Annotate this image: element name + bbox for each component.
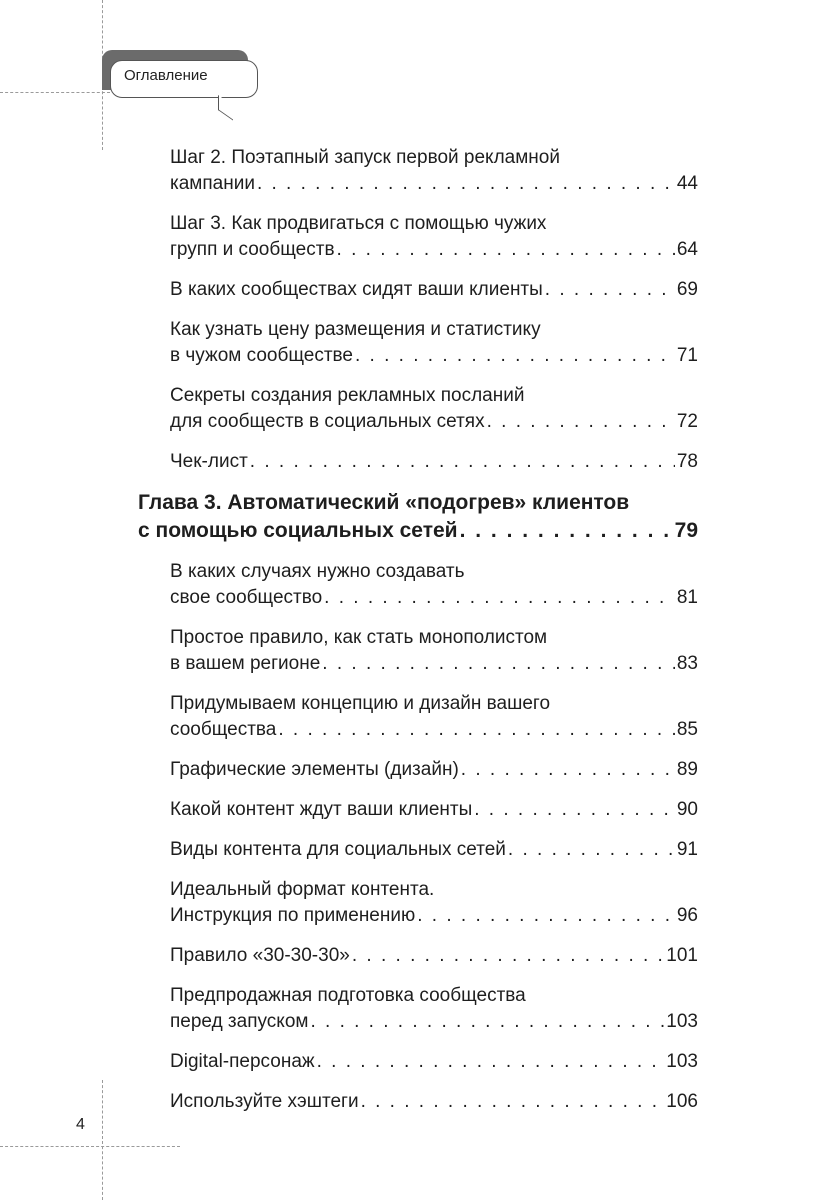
section-tab-tail (218, 95, 233, 121)
toc-page-number: 72 (676, 411, 698, 432)
toc-page-number: 81 (676, 587, 698, 608)
toc-entry-title-line: Как узнать цену размещения и статистику (170, 319, 541, 340)
table-of-contents (138, 145, 698, 1129)
toc-dot-leader (545, 277, 675, 303)
toc-dot-leader (322, 651, 675, 677)
toc-entry-title-line: Простое правило, как стать монополистом (170, 627, 548, 648)
crop-mark-top-horizontal (0, 92, 110, 93)
toc-page-number: 101 (666, 945, 698, 966)
toc-entry[interactable] (170, 559, 698, 611)
toc-dot-leader (324, 585, 675, 611)
toc-page-number: 103 (666, 1011, 698, 1032)
toc-entry-title-line: для сообществ в социальных сетях (170, 411, 485, 432)
toc-dot-leader (310, 1009, 664, 1035)
toc-entry-title-line: Правило «30-30-30» (170, 945, 350, 966)
toc-dot-leader (417, 903, 675, 929)
toc-entry[interactable] (170, 277, 698, 303)
toc-entry[interactable] (170, 983, 698, 1035)
toc-dot-leader (460, 517, 673, 545)
toc-page-number: 89 (676, 759, 698, 780)
toc-entry[interactable] (170, 877, 698, 929)
toc-page-number: 90 (676, 799, 698, 820)
toc-entry-title-line: Виды контента для социальных сетей (170, 839, 506, 860)
toc-page-number: 91 (676, 839, 698, 860)
toc-page-number: 79 (674, 519, 698, 542)
toc-entry[interactable] (170, 943, 698, 969)
toc-entry[interactable] (170, 625, 698, 677)
toc-dot-leader (337, 237, 675, 263)
toc-entry-title-line: Придумываем концепцию и дизайн вашего (170, 693, 551, 714)
toc-entry-title-line: Предпродажная подготовка сообщества (170, 985, 526, 1006)
toc-entry-title-line: Чек-лист (170, 451, 248, 472)
toc-entry-title-line: В каких сообществах сидят ваши клиенты (170, 279, 543, 300)
toc-chapter-entry[interactable] (138, 489, 698, 545)
toc-entry-title-line: с помощью социальных сетей (138, 519, 458, 542)
toc-dot-leader (250, 449, 675, 475)
toc-dot-leader (355, 343, 675, 369)
toc-page-number: 71 (676, 345, 698, 366)
toc-entry-title-line: перед запуском (170, 1011, 309, 1032)
toc-dot-leader (508, 837, 675, 863)
toc-entry[interactable] (170, 145, 698, 197)
toc-entry-title-line: Графические элементы (дизайн) (170, 759, 459, 780)
toc-dot-leader (487, 409, 675, 435)
toc-entry-title-line: Инструкция по применению (170, 905, 416, 926)
toc-page-number: 106 (666, 1091, 698, 1112)
crop-mark-bottom-horizontal (0, 1146, 180, 1147)
toc-entry-title-line: кампании (170, 173, 255, 194)
toc-dot-leader (317, 1049, 665, 1075)
toc-entry[interactable] (170, 449, 698, 475)
toc-page-number: 78 (676, 451, 698, 472)
toc-entry-title-line: Глава 3. Автоматический «подогрев» клиентов (138, 491, 630, 514)
toc-page-number: 96 (676, 905, 698, 926)
toc-entry[interactable] (170, 837, 698, 863)
toc-entry[interactable] (170, 383, 698, 435)
toc-dot-leader (257, 171, 675, 197)
toc-entry[interactable] (170, 797, 698, 823)
toc-entry-title-line: сообщества (170, 719, 277, 740)
toc-entry[interactable] (170, 211, 698, 263)
toc-entry-title-line: Идеальный формат контента. (170, 879, 435, 900)
toc-page-number: 85 (676, 719, 698, 740)
toc-dot-leader (352, 943, 664, 969)
toc-entry-title-line: В каких случаях нужно создавать (170, 561, 465, 582)
toc-entry-title-line: Используйте хэштеги (170, 1091, 359, 1112)
toc-entry-title-line: Секреты создания рекламных посланий (170, 385, 525, 406)
toc-entry-title-line: групп и сообществ (170, 239, 335, 260)
toc-dot-leader (461, 757, 675, 783)
page-number: 4 (76, 1116, 85, 1133)
toc-entry-title-line: Шаг 2. Поэтапный запуск первой рекламной (170, 147, 560, 168)
toc-dot-leader (361, 1089, 665, 1115)
toc-page-number: 69 (676, 279, 698, 300)
toc-entry[interactable] (170, 1049, 698, 1075)
crop-mark-bottom-vertical (102, 1080, 103, 1200)
toc-page-number: 83 (676, 653, 698, 674)
toc-entry-title-line: в вашем регионе (170, 653, 321, 674)
toc-entry-title-line: Digital-персонаж (170, 1051, 315, 1072)
toc-dot-leader (278, 717, 674, 743)
toc-entry-title-line: Шаг 3. Как продвигаться с помощью чужих (170, 213, 547, 234)
section-tab-label: Оглавление (124, 67, 208, 84)
toc-entry[interactable] (170, 691, 698, 743)
toc-dot-leader (474, 797, 675, 823)
toc-page-number: 64 (676, 239, 698, 260)
toc-entry[interactable] (170, 757, 698, 783)
toc-entry[interactable] (170, 317, 698, 369)
toc-entry-title-line: в чужом сообществе (170, 345, 353, 366)
toc-entry-title-line: Какой контент ждут ваши клиенты (170, 799, 473, 820)
toc-entry[interactable] (170, 1089, 698, 1115)
toc-page-number: 103 (666, 1051, 698, 1072)
toc-page-number: 44 (676, 173, 698, 194)
toc-entry-title-line: свое сообщество (170, 587, 323, 608)
